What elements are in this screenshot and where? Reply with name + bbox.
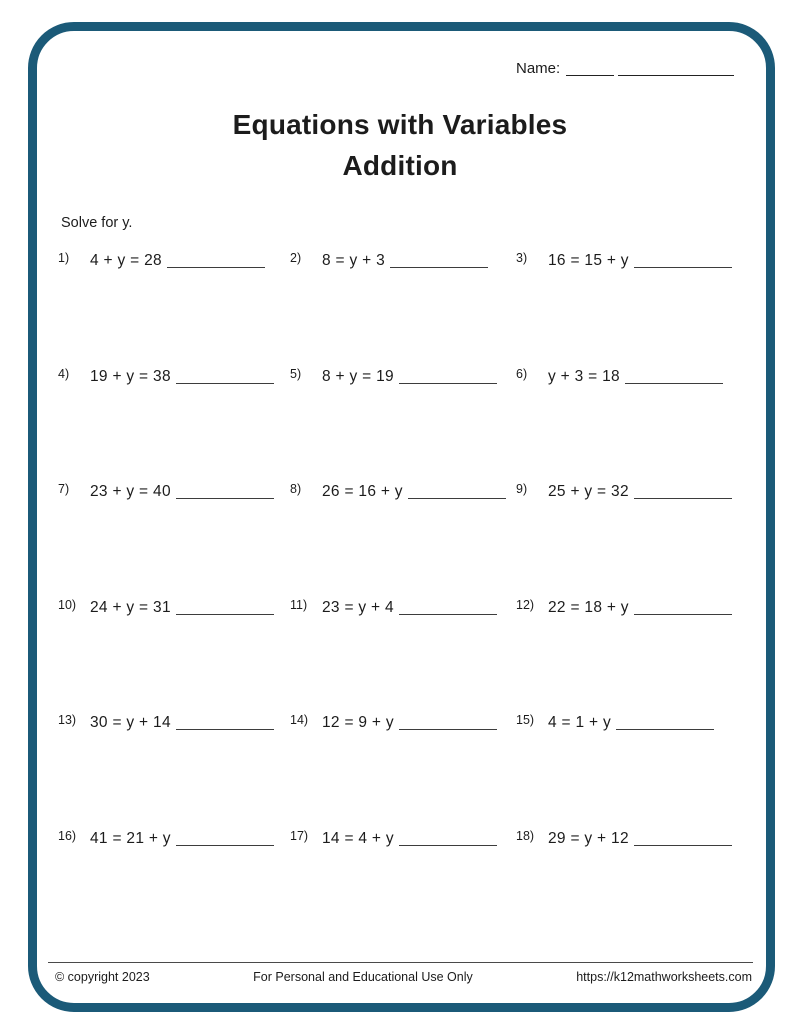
footer-divider [48,962,753,963]
problems-grid [58,240,748,933]
problem-number: 18) [516,828,535,843]
problem-equation: 23 = y + 4 [322,598,394,616]
problem-number: 5) [290,366,302,381]
problem-number: 6) [516,366,528,381]
problem-item [516,702,742,818]
answer-blank[interactable] [399,833,497,846]
problem-number: 17) [290,828,309,843]
problem-equation: y + 3 = 18 [548,367,620,385]
problem-equation: 41 = 21 + y [90,829,171,847]
answer-blank[interactable] [634,255,732,268]
problem-item [290,240,516,356]
problem-number: 15) [516,713,535,727]
problem-item [58,471,290,587]
answer-blank[interactable] [399,717,497,730]
problem-item [290,471,516,587]
footer [55,970,752,984]
answer-blank[interactable] [399,602,497,615]
problem-number: 7) [58,482,70,496]
name-underline[interactable] [566,62,614,76]
title-line-1: Equations with Variables [232,109,568,140]
answer-blank[interactable] [176,371,274,384]
problem-item [290,818,516,934]
answer-blank[interactable] [167,255,265,268]
problem-equation: 8 + y = 19 [322,367,394,385]
problem-item [58,818,290,934]
problem-number: 13) [58,713,77,727]
problem-equation: 19 + y = 38 [90,367,171,385]
title-line-2: Addition [342,150,458,181]
problem-item [516,818,742,934]
problem-number: 10) [58,597,77,612]
problem-number: 2) [290,251,302,265]
problem-equation: 4 + y = 28 [90,252,162,269]
answer-blank[interactable] [625,371,723,384]
answer-blank[interactable] [634,486,732,499]
problem-equation: 12 = 9 + y [322,714,394,731]
problem-item [516,240,742,356]
problem-item [290,356,516,472]
problem-number: 4) [58,366,70,381]
problem-item [516,356,742,472]
answer-blank[interactable] [399,371,497,384]
problem-equation: 8 = y + 3 [322,252,386,269]
problem-equation: 25 + y = 32 [548,483,629,500]
problem-item [58,356,290,472]
answer-blank[interactable] [408,486,506,499]
problem-number: 3) [516,251,528,265]
problem-item [290,587,516,703]
name-label: Name: [516,60,561,77]
instruction-text: Solve for y. [61,215,133,231]
answer-blank[interactable] [634,833,732,846]
problem-equation: 30 = y + 14 [90,714,171,731]
problem-number: 14) [290,713,309,727]
problem-equation: 16 = 15 + y [548,252,629,269]
problem-number: 11) [290,597,308,612]
footer-copyright: © copyright 2023 [55,970,150,984]
footer-url[interactable]: https://k12mathworksheets.com [576,970,752,984]
problem-number: 1) [58,251,70,265]
answer-blank[interactable] [176,486,274,499]
answer-blank[interactable] [176,833,274,846]
name-underline[interactable] [618,62,734,76]
problem-number: 16) [58,828,77,843]
problem-equation: 26 = 16 + y [322,483,403,500]
answer-blank[interactable] [390,255,488,268]
answer-blank[interactable] [616,717,714,730]
problem-number: 9) [516,482,528,496]
name-row [516,59,734,77]
problem-equation: 22 = 18 + y [548,598,629,616]
problem-item [58,587,290,703]
problem-equation: 24 + y = 31 [90,598,171,616]
problem-item [516,587,742,703]
problem-equation: 23 + y = 40 [90,483,171,500]
worksheet-title [0,104,800,186]
problem-item [516,471,742,587]
problem-equation: 14 = 4 + y [322,829,394,847]
problem-equation: 29 = y + 12 [548,829,629,847]
problem-item [58,702,290,818]
footer-usage-note: For Personal and Educational Use Only [253,970,473,984]
answer-blank[interactable] [176,717,274,730]
answer-blank[interactable] [176,602,274,615]
problem-number: 12) [516,597,535,612]
problem-number: 8) [290,482,302,496]
problem-item [58,240,290,356]
answer-blank[interactable] [634,602,732,615]
problem-equation: 4 = 1 + y [548,714,612,731]
problem-item [290,702,516,818]
